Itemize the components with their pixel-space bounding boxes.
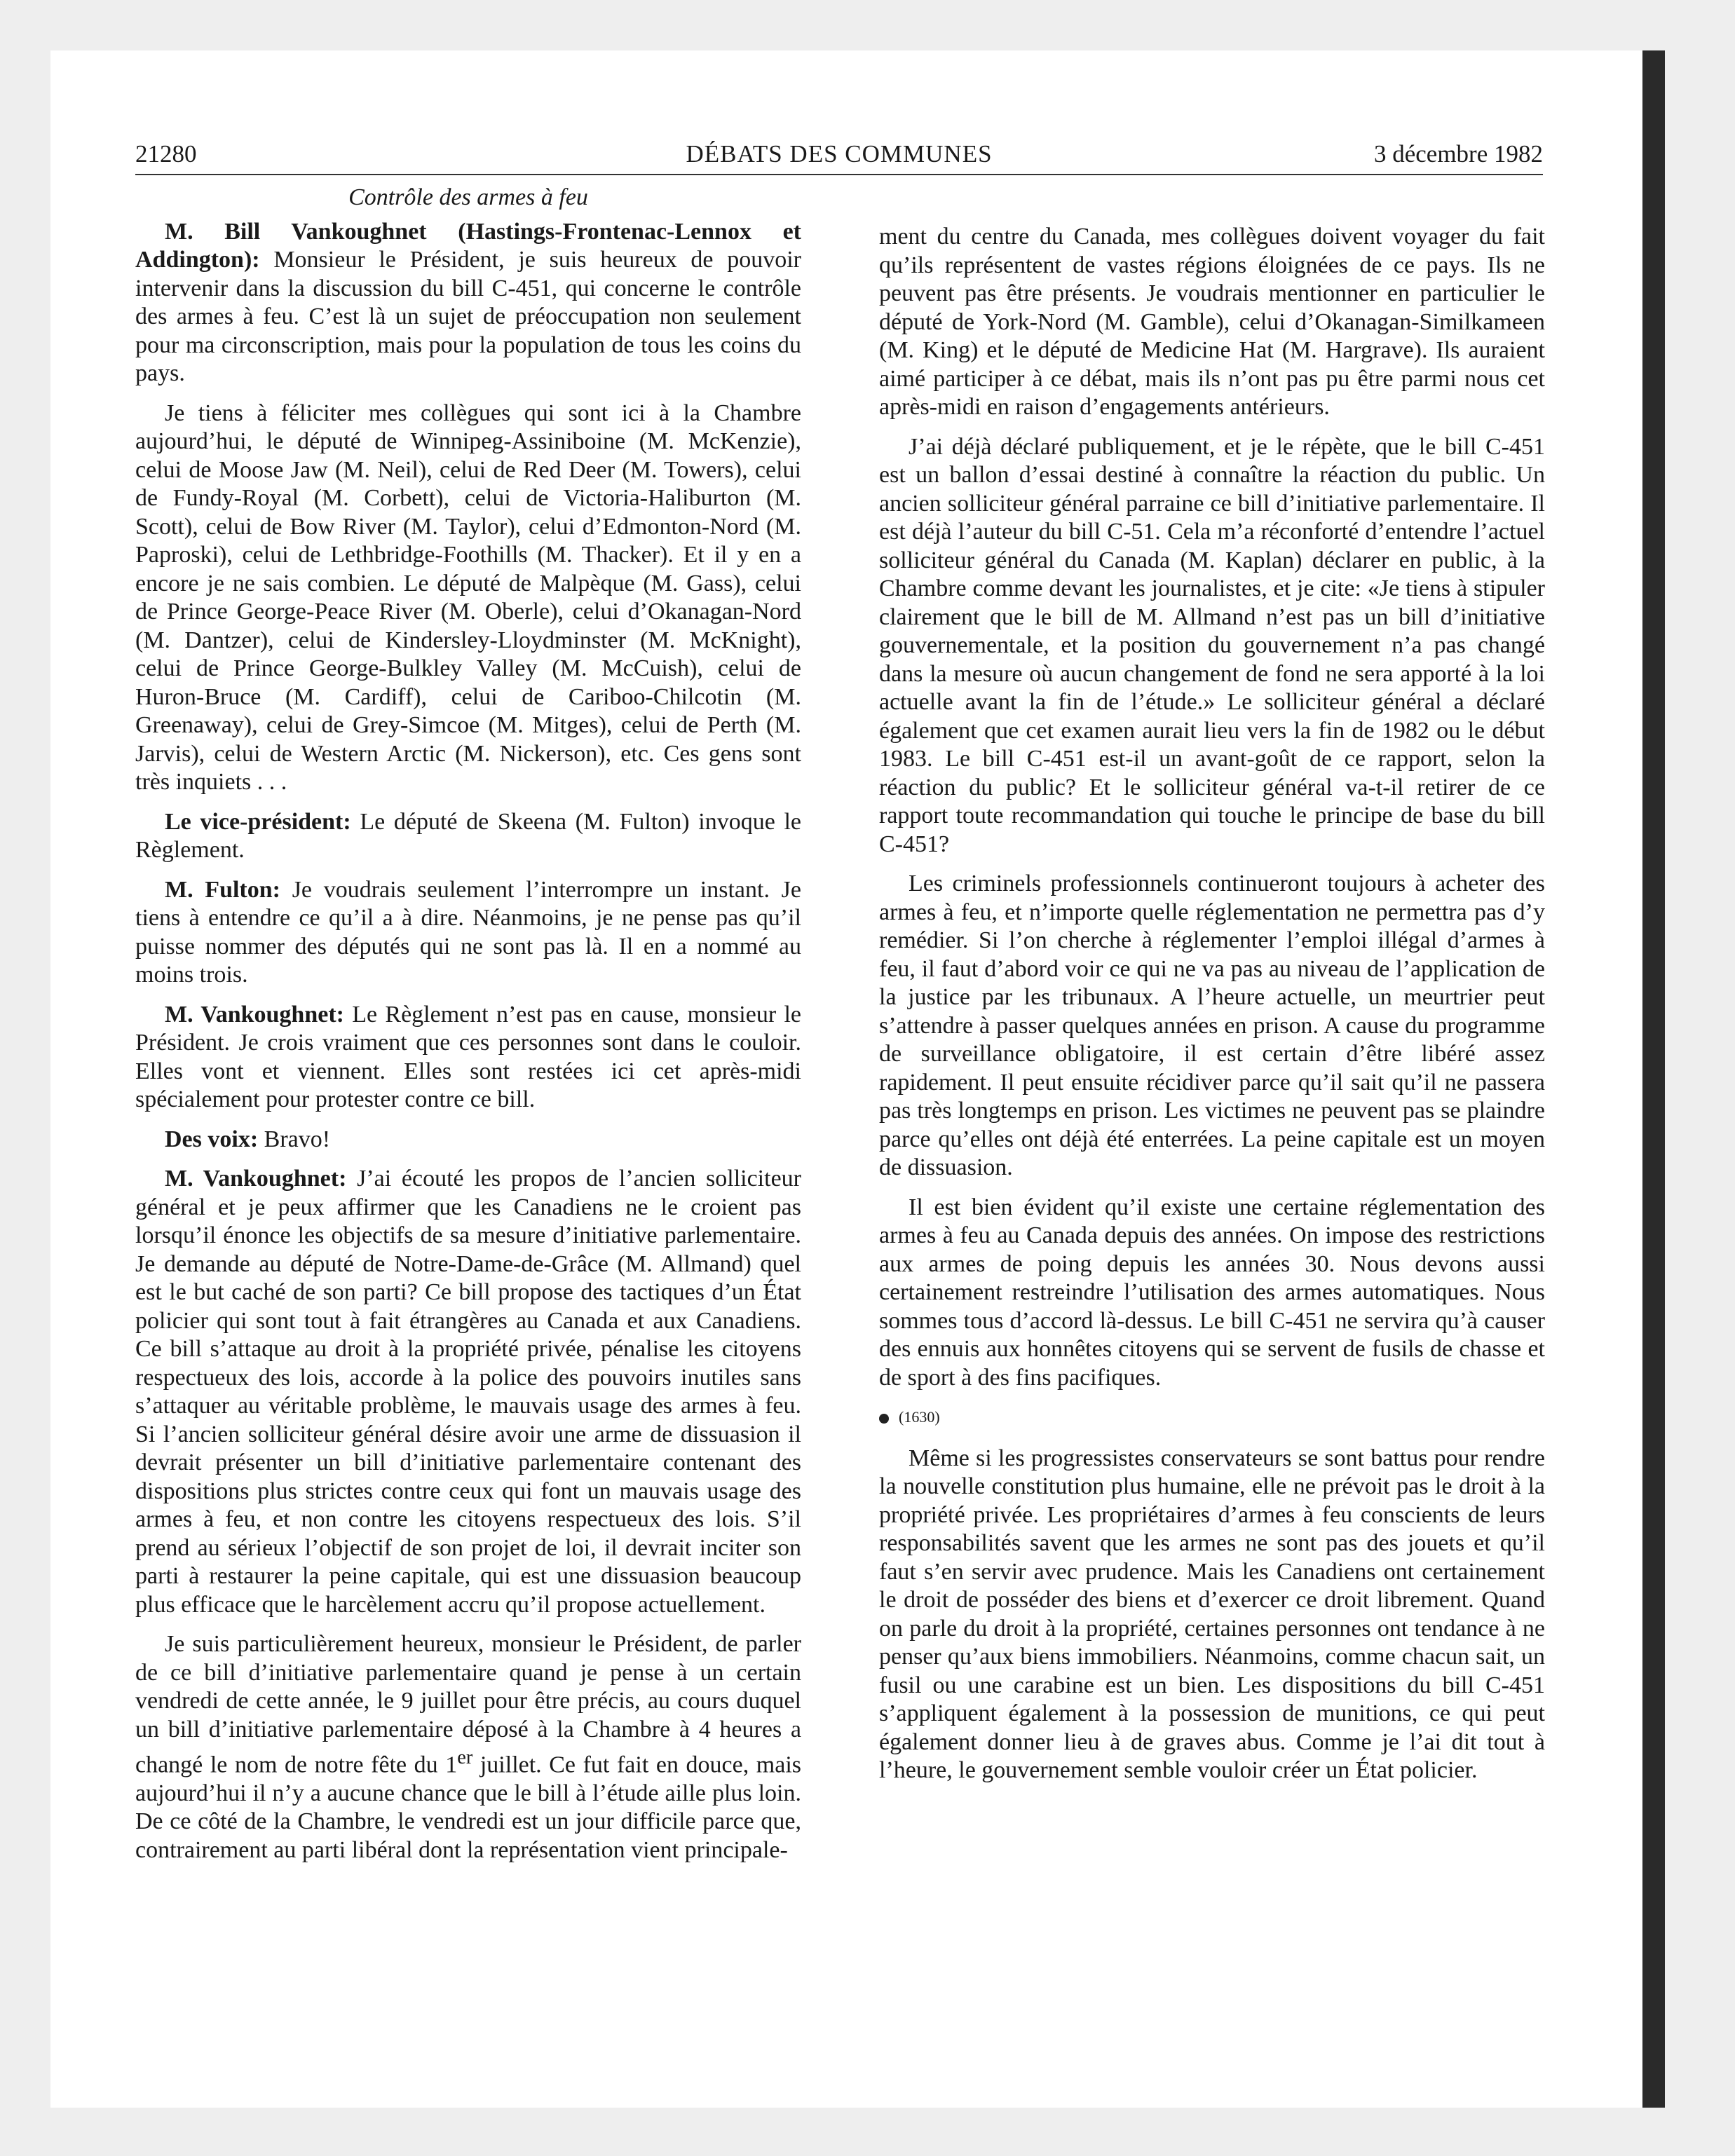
time-marker (879, 1403, 1545, 1432)
paragraph (135, 1001, 801, 1114)
superscript: er (457, 1747, 473, 1768)
speaker-name: M. Vankoughnet: (165, 1001, 344, 1028)
page-number: 21280 (135, 140, 197, 168)
speaker-name: M. Vankoughnet: (165, 1166, 347, 1192)
paragraph: ment du centre du Canada, mes collègues doivent voyager du fait qu’ils représentent de vastes régions éloignées de ce pays. Ils ne peuvent pas être présents. Je voudrais mentionner en particulier le député de York-Nord (M. Gamble), celui d’Okanagan-Similkameen (M. King) et le député de Medicine Hat (M. Hargrave). Ils auraient aimé participer à ce débat, mais ils n’ont pas pu être parmi nous cet après-midi en raison d’engagements antérieurs. (879, 224, 1545, 420)
header-rule (135, 174, 1543, 175)
right-column (879, 223, 1545, 1796)
paragraph (135, 1630, 801, 1864)
paragraph: Même si les progressistes conservateurs se sont battus pour rendre la nouvelle constitution plus humaine, elle ne prévoit pas le droit à la propriété privée. Les propriétaires d’armes à feu conscients de leurs responsabilités savent que les armes ne sont pas des jouets et qu’il faut s’en servir avec prudence. Mais les Canadiens ont certainement le droit de posséder des biens et d’exercer ce droit librement. Quand on parle du droit à la propriété, certaines personnes ont tendance à ne penser qu’aux biens immobiliers. Néanmoins, comme chacun sait, un fusil ou une carabine est un bien. Les dispositions du bill C-451 s’appliquent également à la possession de munitions, ce qui peut également donner lieu à de graves abus. Comme je l’ai dit tout à l’heure, le gouvernement semble vouloir créer un État policier. (879, 1445, 1545, 1783)
speech-text: juillet. Ce fut fait en douce, mais aujourd’hui il n’y a aucune chance que le bill à l’étude aille plus loin. De ce côté de la Chambre, le vendredi est un jour difficile parce que, contrairement au parti libéral dont la représentation vient principale- (135, 1752, 802, 1863)
speech-text: Monsieur le Président, je suis heureux de pouvoir intervenir dans la discussion du bill C-451, qui concerne le contrôle des armes à feu. C’est là un sujet de préoccupation non seulement pour ma circonscription, mais pour la population de tous les coins du pays. (135, 247, 801, 386)
paragraph: Je tiens à féliciter mes collègues qui sont ici à la Chambre aujourd’hui, le député de Winnipeg-Assiniboine (M. McKenzie), celui de Moose Jaw (M. Neil), celui de Red Deer (M. Towers), celui de Fundy-Royal (M. Corbett), celui de Victoria-Haliburton (M. Scott), celui de Bow River (M. Taylor), celui d’Edmonton-Nord (M. Paproski), celui de Lethbridge-Foothills (M. Thacker). Et il y en a encore je ne sais combien. Le député de Malpèque (M. Gass), celui de Prince George-Peace River (M. Oberle), celui d’Okanagan-Nord (M. Dantzer), celui de Kindersley-Lloydminster (M. McKnight), celui de Prince George-Bulkley Valley (M. McCuish), celui de Huron-Bruce (M. Cardiff), celui de Cariboo-Chilcotin (M. Greenaway), celui de Grey-Simcoe (M. Mitges), celui de Perth (M. Jarvis), celui de Western Arctic (M. Nickerson), etc. Ces gens sont très inquiets . . . (135, 400, 801, 795)
section-title: Contrôle des armes à feu (348, 184, 588, 210)
speech-text: Bravo! (258, 1126, 331, 1152)
paragraph: J’ai déjà déclaré publiquement, et je le répète, que le bill C-451 est un ballon d’essai destiné à connaître la réaction du public. Un ancien solliciteur général parraine ce bill d’initiative parlementaire. Il est déjà l’auteur du bill C-51. Cela m’a réconforté d’entendre l’actuel solliciteur général du Canada (M. Kaplan) déclarer en public, à la Chambre comme devant les journalistes, et je cite: «Je tiens à stipuler clairement que le bill de M. Allmand n’est pas un bill d’initiative gouvernementale, et la position du gouvernement n’a pas changé dans la mesure où aucun changement de fond ne sera apporté à la loi actuelle avant la fin de l’étude.» Le solliciteur général a déclaré également que cet examen aurait lieu vers la fin de 1982 ou le début 1983. Le bill C-451 est-il un avant-goût de ce rapport, selon la réaction du public? Et le solliciteur général va-t-il retirer de ce rapport toute recommandation qui touche le principe de base du bill C-451? (879, 433, 1545, 857)
speech-text: Le Règlement n’est pas en cause, monsieur le Président. Je crois vraiment que ces personnes sont dans le couloir. Elles vont et viennent. Elles sont restées ici cet après-midi spécialement pour protester contre ce bill. (135, 1001, 801, 1112)
scan-edge-bar (1642, 50, 1665, 2108)
speaker-name: Des voix: (165, 1126, 259, 1152)
speech-text: Je suis particulièrement heureux, monsieur le Président, de parler de ce bill d’initiative parlementaire quand je pense à un certain vendredi de cette année, le 9 juillet pour être précis, au cours duquel un bill d’initiative parlementaire déposé à la Chambre à 4 heures a changé le nom de notre fête du 1 (135, 1631, 801, 1778)
speaker-name: Le vice-président: (165, 808, 351, 835)
bullet-icon (879, 1414, 889, 1424)
speaker-name: M. Bill Vankoughnet (Hastings-Frontenac-Lennox et Addington): (135, 218, 801, 273)
paragraph: Les criminels professionnels continueront toujours à acheter des armes à feu, et n’importe quelle réglementation ne permettra pas d’y remédier. Si l’on cherche à réglementer l’emploi illégal d’armes à feu, il faut d’abord voir ce qui ne va pas au niveau de l’application de la justice par les tribunaux. A l’heure actuelle, un meurtrier peut s’attendre à passer quelques années en prison. A cause du programme de surveillance obligatoire, il est certain d’être libéré assez rapidement. Il peut ensuite récidiver parce qu’il sait qu’il ne passera pas très longtemps en prison. Les victimes ne peuvent pas se plaindre parce qu’elles ont déjà été enterrées. La peine capitale est un moyen de dissuasion. (879, 871, 1545, 1180)
publication-title: DÉBATS DES COMMUNES (686, 140, 993, 168)
paragraph (135, 1126, 801, 1154)
running-header (135, 140, 1543, 171)
header-date: 3 décembre 1982 (1373, 140, 1543, 168)
left-column (135, 184, 801, 1876)
speaker-name: M. Fulton: (165, 876, 280, 903)
paragraph (135, 808, 801, 865)
paragraph (135, 218, 801, 388)
speech-text: J’ai écouté les propos de l’ancien solliciteur général et je peux affirmer que les Canadiens ne le croient pas lorsqu’il énonce les objectifs de sa mesure d’initiative parlementaire. Je demande au député de Notre-Dame-de-Grâce (M. Allmand) quel est le but caché de son parti? Ce bill propose des tactiques d’un État policier qui sont tout à fait étrangères au Canada et aux Canadiens. Ce bill s’attaque au droit à la propriété privée, pénalise les citoyens respectueux des lois, accorde à la police des pouvoirs inutiles sans s’attaquer au véritable problème, le mauvais usage des armes à feu. Si l’ancien solliciteur général désire avoir une arme de dissuasion il devrait présenter un bill d’initiative parlementaire contenant des dispositions plus strictes contre ceux qui font un mauvais usage des armes à feu, et non contre les citoyens respectueux des lois. S’il prend au sérieux l’objectif de son projet de loi, il devrait inciter son parti à restaurer la peine capitale, qui est une dissuasion beaucoup plus efficace que le harcèlement accru qu’il propose actuellement. (135, 1166, 801, 1618)
paragraph (135, 876, 801, 990)
paragraph: Il est bien évident qu’il existe une certaine réglementation des armes à feu au Canada depuis des années. On impose des restrictions aux armes de poing depuis les années 30. Nous devons aussi certainement restreindre l’utilisation des armes automatiques. Nous sommes tous d’accord là-dessus. Le bill C-451 ne servira qu’à causer des ennuis aux honnêtes citoyens qui se servent de fusils de chasse et de sport à des fins pacifiques. (879, 1194, 1545, 1391)
paragraph (135, 1165, 801, 1619)
speech-text: Je voudrais seulement l’interrompre un instant. Je tiens à entendre ce qu’il a à dire. Néanmoins, je ne pense pas qu’il puisse nommer des députés qui ne sont pas là. Il en a nommé au moins trois. (135, 876, 801, 988)
time-marker-text: (1630) (899, 1408, 940, 1426)
speech-text: Le député de Skeena (M. Fulton) invoque le Règlement. (135, 808, 801, 863)
